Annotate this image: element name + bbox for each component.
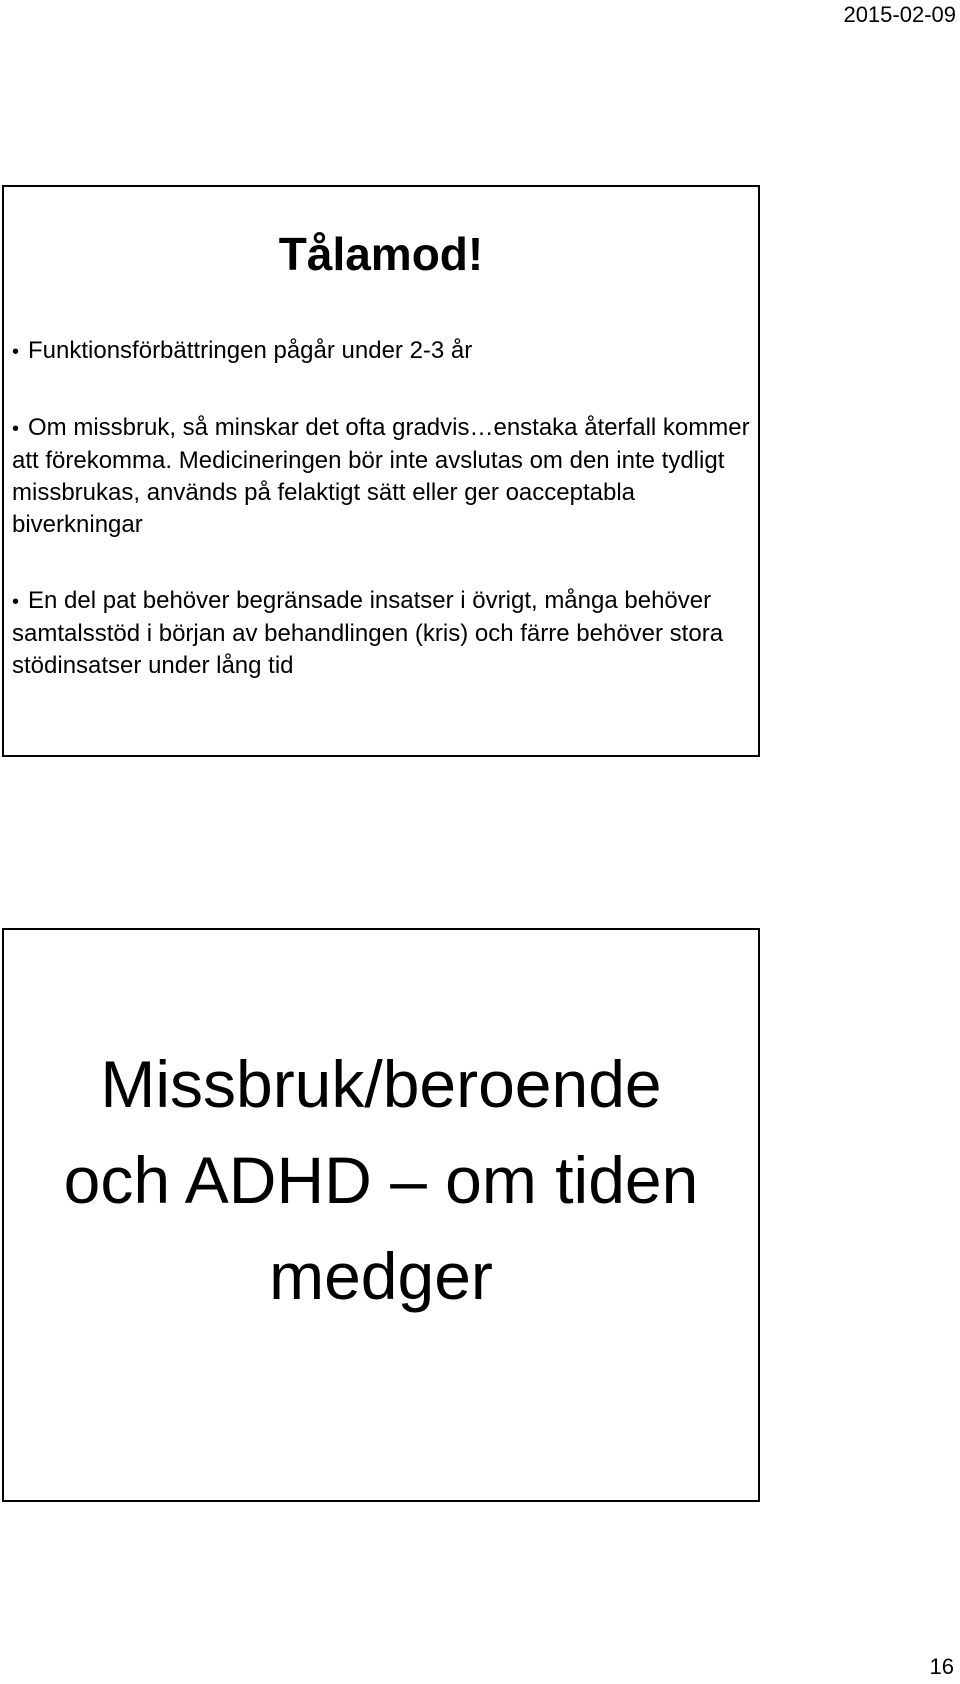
- section-title: [4, 1036, 758, 1324]
- bullet-icon: •: [12, 418, 20, 440]
- list-item: [12, 585, 750, 682]
- section-title-line: medger: [269, 1239, 493, 1313]
- slide-1: [2, 185, 760, 757]
- bullet-text: En del pat behöver begränsade insatser i övrigt, många behöver samtalsstöd i början av behandlingen (kris) och färre behöver stora stödinsatser under lång tid: [12, 587, 724, 679]
- bullet-icon: •: [12, 341, 20, 363]
- bullet-icon: •: [12, 591, 20, 613]
- section-title-line: och ADHD – om tiden: [63, 1143, 699, 1217]
- bullet-text: Om missbruk, så minskar det ofta gradvis…enstaka återfall kommer att förekomma. Medicineringen bör inte avslutas om den inte tydligt missbrukas, används på felaktigt sätt eller ger oacceptabla biverkningar: [12, 414, 750, 538]
- bullet-text: Funktionsförbättringen pågår under 2-3 år: [28, 337, 473, 364]
- list-item: [12, 335, 750, 368]
- header-date: 2015-02-09: [843, 2, 956, 27]
- bullet-list: [12, 335, 750, 726]
- page-number: 16: [929, 1654, 954, 1679]
- section-title-line: Missbruk/beroende: [100, 1047, 662, 1121]
- slide-title: Tålamod!: [278, 228, 484, 280]
- list-item: [12, 412, 750, 541]
- slide-2: [2, 928, 760, 1502]
